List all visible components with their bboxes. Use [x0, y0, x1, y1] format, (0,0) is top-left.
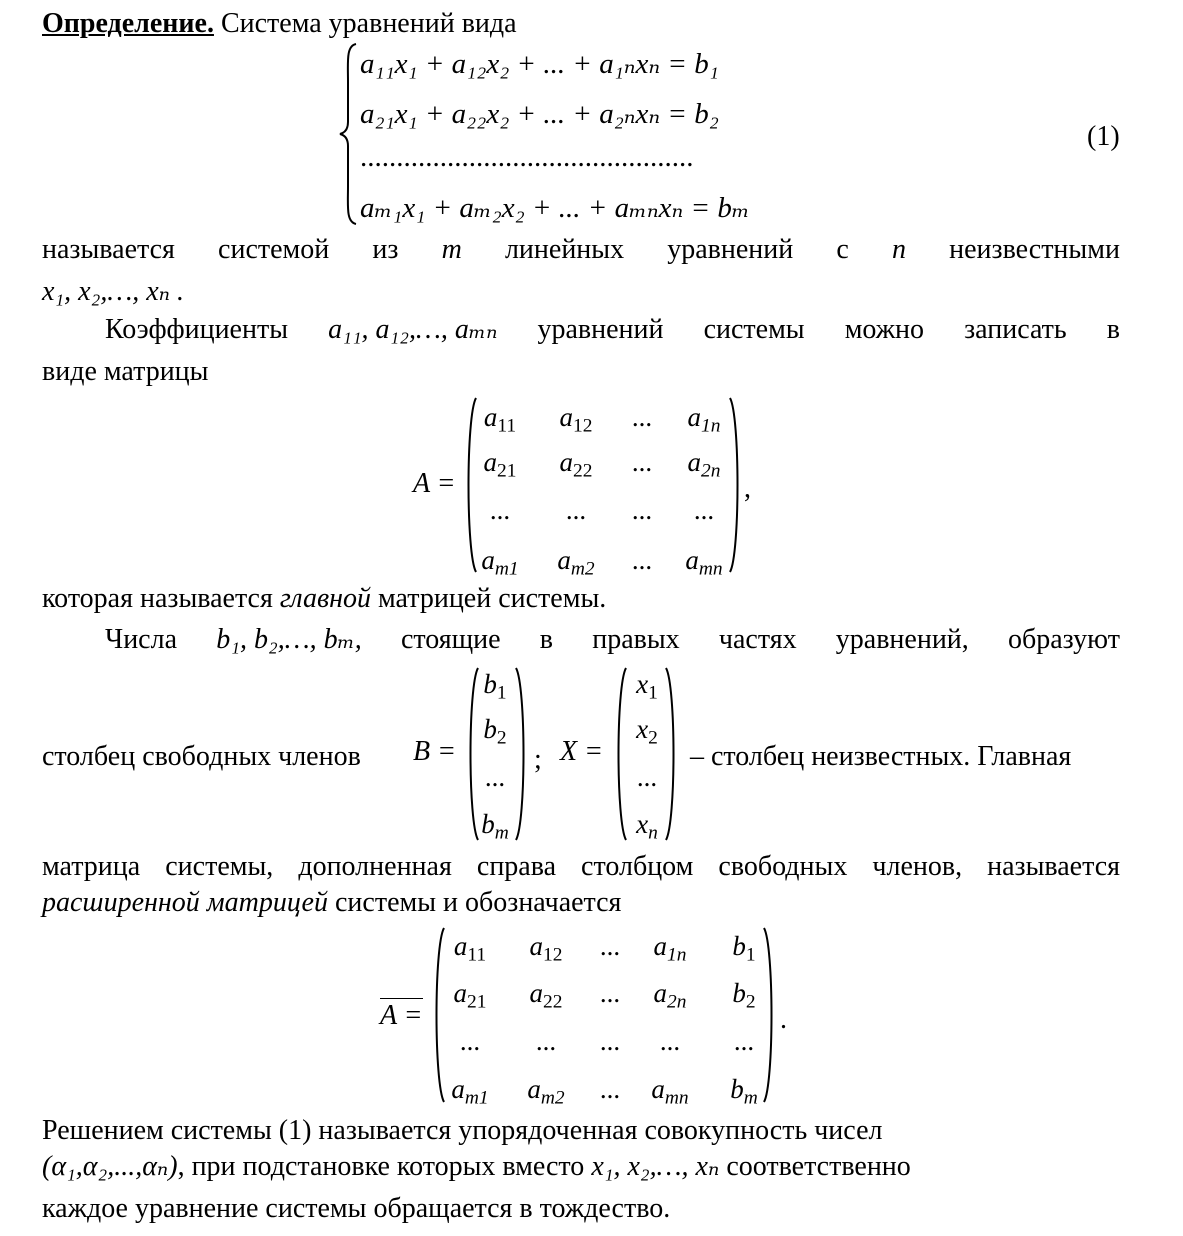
para4-word: уравнений, [835, 624, 969, 655]
para4-word: Числа [105, 624, 178, 655]
matrixA-cell: ... [631, 495, 653, 525]
para4-word: частях [718, 624, 797, 655]
matrixA-cell: ... [489, 495, 511, 525]
para6-tuple: (α₁,α₂,...,αₙ) [42, 1151, 178, 1182]
matrixA-cell: $a_{mn}$ [685, 545, 723, 580]
para6-line3: каждое уравнение системы обращается в тождество. [42, 1193, 671, 1224]
para6-line2 [42, 1153, 911, 1181]
para4-line1 [105, 626, 1120, 654]
para2-coeffs: a₁₁, a₁₂,…, aₘₙ [328, 314, 498, 345]
para2-word: в [1106, 314, 1120, 345]
para4-word: образуют [1008, 624, 1120, 655]
matrixA-cell: ... [693, 495, 715, 525]
system-row-dots: .............................................. [360, 141, 694, 173]
colX-cell: $x_1$ [636, 669, 658, 704]
para2-line2: виде матрицы [42, 356, 209, 387]
matrixAbar-cell: ... [459, 1026, 481, 1056]
para5-after: системы и обозначается [328, 887, 622, 918]
equation-number: (1) [1087, 121, 1120, 152]
colX-cell: ... [636, 762, 658, 792]
matrixA-cell: ... [631, 402, 653, 432]
matrixAbar-cell: $a_{2n}$ [653, 978, 687, 1013]
matrixA-cell: ... [631, 545, 653, 575]
columns-separator: ; [534, 744, 542, 775]
matrixA-cell: $a_{m2}$ [557, 545, 595, 580]
para3-italic: главной [279, 583, 372, 614]
colX-cell: $x_2$ [636, 714, 658, 749]
matrix-abar-label [380, 1002, 423, 1030]
matrixAbar-cell: ... [733, 1026, 755, 1056]
matrixA-cell: $a_{12}$ [559, 402, 593, 437]
matrixA-cell: $a_{21}$ [483, 447, 517, 482]
matrixAbar-cell: $a_{21}$ [453, 978, 487, 1013]
matrixAbar-cell: $a_{mn}$ [651, 1074, 689, 1109]
definition-line [42, 10, 517, 38]
para4-word: стоящие [400, 624, 501, 655]
columns-after: – столбец неизвестных. Главная [690, 741, 1072, 772]
para2-word: уравнений [537, 314, 664, 345]
para5-line1: матрица системы, дополненная справа столбцом свободных членов, называется [42, 851, 1120, 882]
matrixA-cell: $a_{m1}$ [481, 545, 519, 580]
colB-cell: $b_1$ [483, 669, 507, 704]
para1-word: системой [218, 234, 330, 265]
definition-intro: Система уравнений вида [213, 8, 517, 39]
colX-cell: $x_n$ [636, 809, 658, 844]
matrixAbar-cell: $a_{m1}$ [451, 1074, 489, 1109]
matrixAbar-cell: ... [599, 1026, 621, 1056]
matrixAbar-cell: ... [659, 1026, 681, 1056]
matrixA-cell: $a_{2n}$ [687, 447, 721, 482]
definition-label: Определение. [42, 8, 214, 39]
para3-after: матрицей системы. [371, 583, 607, 614]
matrixAbar-cell: ... [599, 931, 621, 961]
para3 [42, 585, 606, 613]
matrixAbar-cell: $b_2$ [732, 978, 756, 1013]
para1-word: уравнений [667, 234, 794, 265]
col-x-label: X = [560, 736, 603, 767]
system-brace [338, 42, 360, 226]
matrixAbar-cell: $a_{12}$ [529, 931, 563, 966]
matrixAbar-cell: ... [535, 1026, 557, 1056]
para1-word: называется [42, 234, 175, 265]
para6-mid: , при подстановке которых вместо [177, 1151, 592, 1182]
para2-word: системы [703, 314, 805, 345]
para4-word: правых [592, 624, 680, 655]
para1-vars: x₁, x₂,…, xₙ . [42, 276, 184, 307]
system-row-2: a₂₁x₁ + a₂₂x₂ + ... + a₂ₙxₙ = b₂ [360, 98, 719, 130]
para4-word: в [539, 624, 554, 655]
system-row-1: a₁₁x₁ + a₁₂x₂ + ... + a₁ₙxₙ = b₁ [360, 48, 719, 80]
matrixA-cell: $a_{1n}$ [687, 402, 721, 437]
matrixAbar-cell: ... [599, 978, 621, 1008]
matrixA-cell: $a_{11}$ [483, 402, 517, 437]
matrixAbar-cell: $b_m$ [730, 1074, 758, 1109]
para1-word: неизвестными [949, 234, 1120, 265]
matrixAbar-cell: $a_{m2}$ [527, 1074, 565, 1109]
para3-before: которая называется [42, 583, 280, 614]
matrixAbar-cell: $a_{1n}$ [653, 931, 687, 966]
colB-cell: $b_2$ [483, 714, 507, 749]
para6-end: соответственно [719, 1151, 911, 1182]
matrix-abar-label-text: A = [380, 1000, 423, 1031]
matrix-abar-trail: . [780, 1004, 787, 1035]
matrixA-cell: ... [631, 447, 653, 477]
para2-word: Коэффициенты [105, 314, 289, 345]
para6-line1: Решением системы (1) называется упорядоченная совокупность чисел [42, 1115, 883, 1146]
matrix-a-label: A = [413, 468, 456, 499]
para6-vars: x₁, x₂,…, xₙ [591, 1151, 720, 1182]
columns-before: столбец свободных членов [42, 741, 361, 772]
para2-line1 [105, 316, 1120, 344]
para5-line2 [42, 889, 621, 917]
para5-italic: расширенной матрицей [42, 887, 328, 918]
para2-word: записать [964, 314, 1067, 345]
para1-line1 [42, 236, 1120, 264]
para4-b-vars: b₁, b₂,…, bₘ, [216, 624, 362, 655]
para1-word: из [372, 234, 399, 265]
matrix-a-trail: , [744, 473, 751, 504]
para1-var-n: n [891, 234, 906, 265]
matrixAbar-cell: $a_{22}$ [529, 978, 563, 1013]
colB-cell: $b_m$ [481, 809, 509, 844]
system-row-m: aₘ₁x₁ + aₘ₂x₂ + ... + aₘₙxₙ = bₘ [360, 192, 750, 224]
matrixA-cell: ... [565, 495, 587, 525]
matrixAbar-cell: ... [599, 1074, 621, 1104]
matrixA-cell: $a_{22}$ [559, 447, 593, 482]
colB-cell: ... [484, 762, 506, 792]
para1-word: с [836, 234, 849, 265]
para2-word: можно [844, 314, 925, 345]
para1-var-m: m [441, 234, 462, 265]
para1-word: линейных [504, 234, 625, 265]
col-b-label: B = [413, 736, 456, 767]
matrixAbar-cell: $a_{11}$ [453, 931, 487, 966]
matrixAbar-cell: $b_1$ [732, 931, 756, 966]
